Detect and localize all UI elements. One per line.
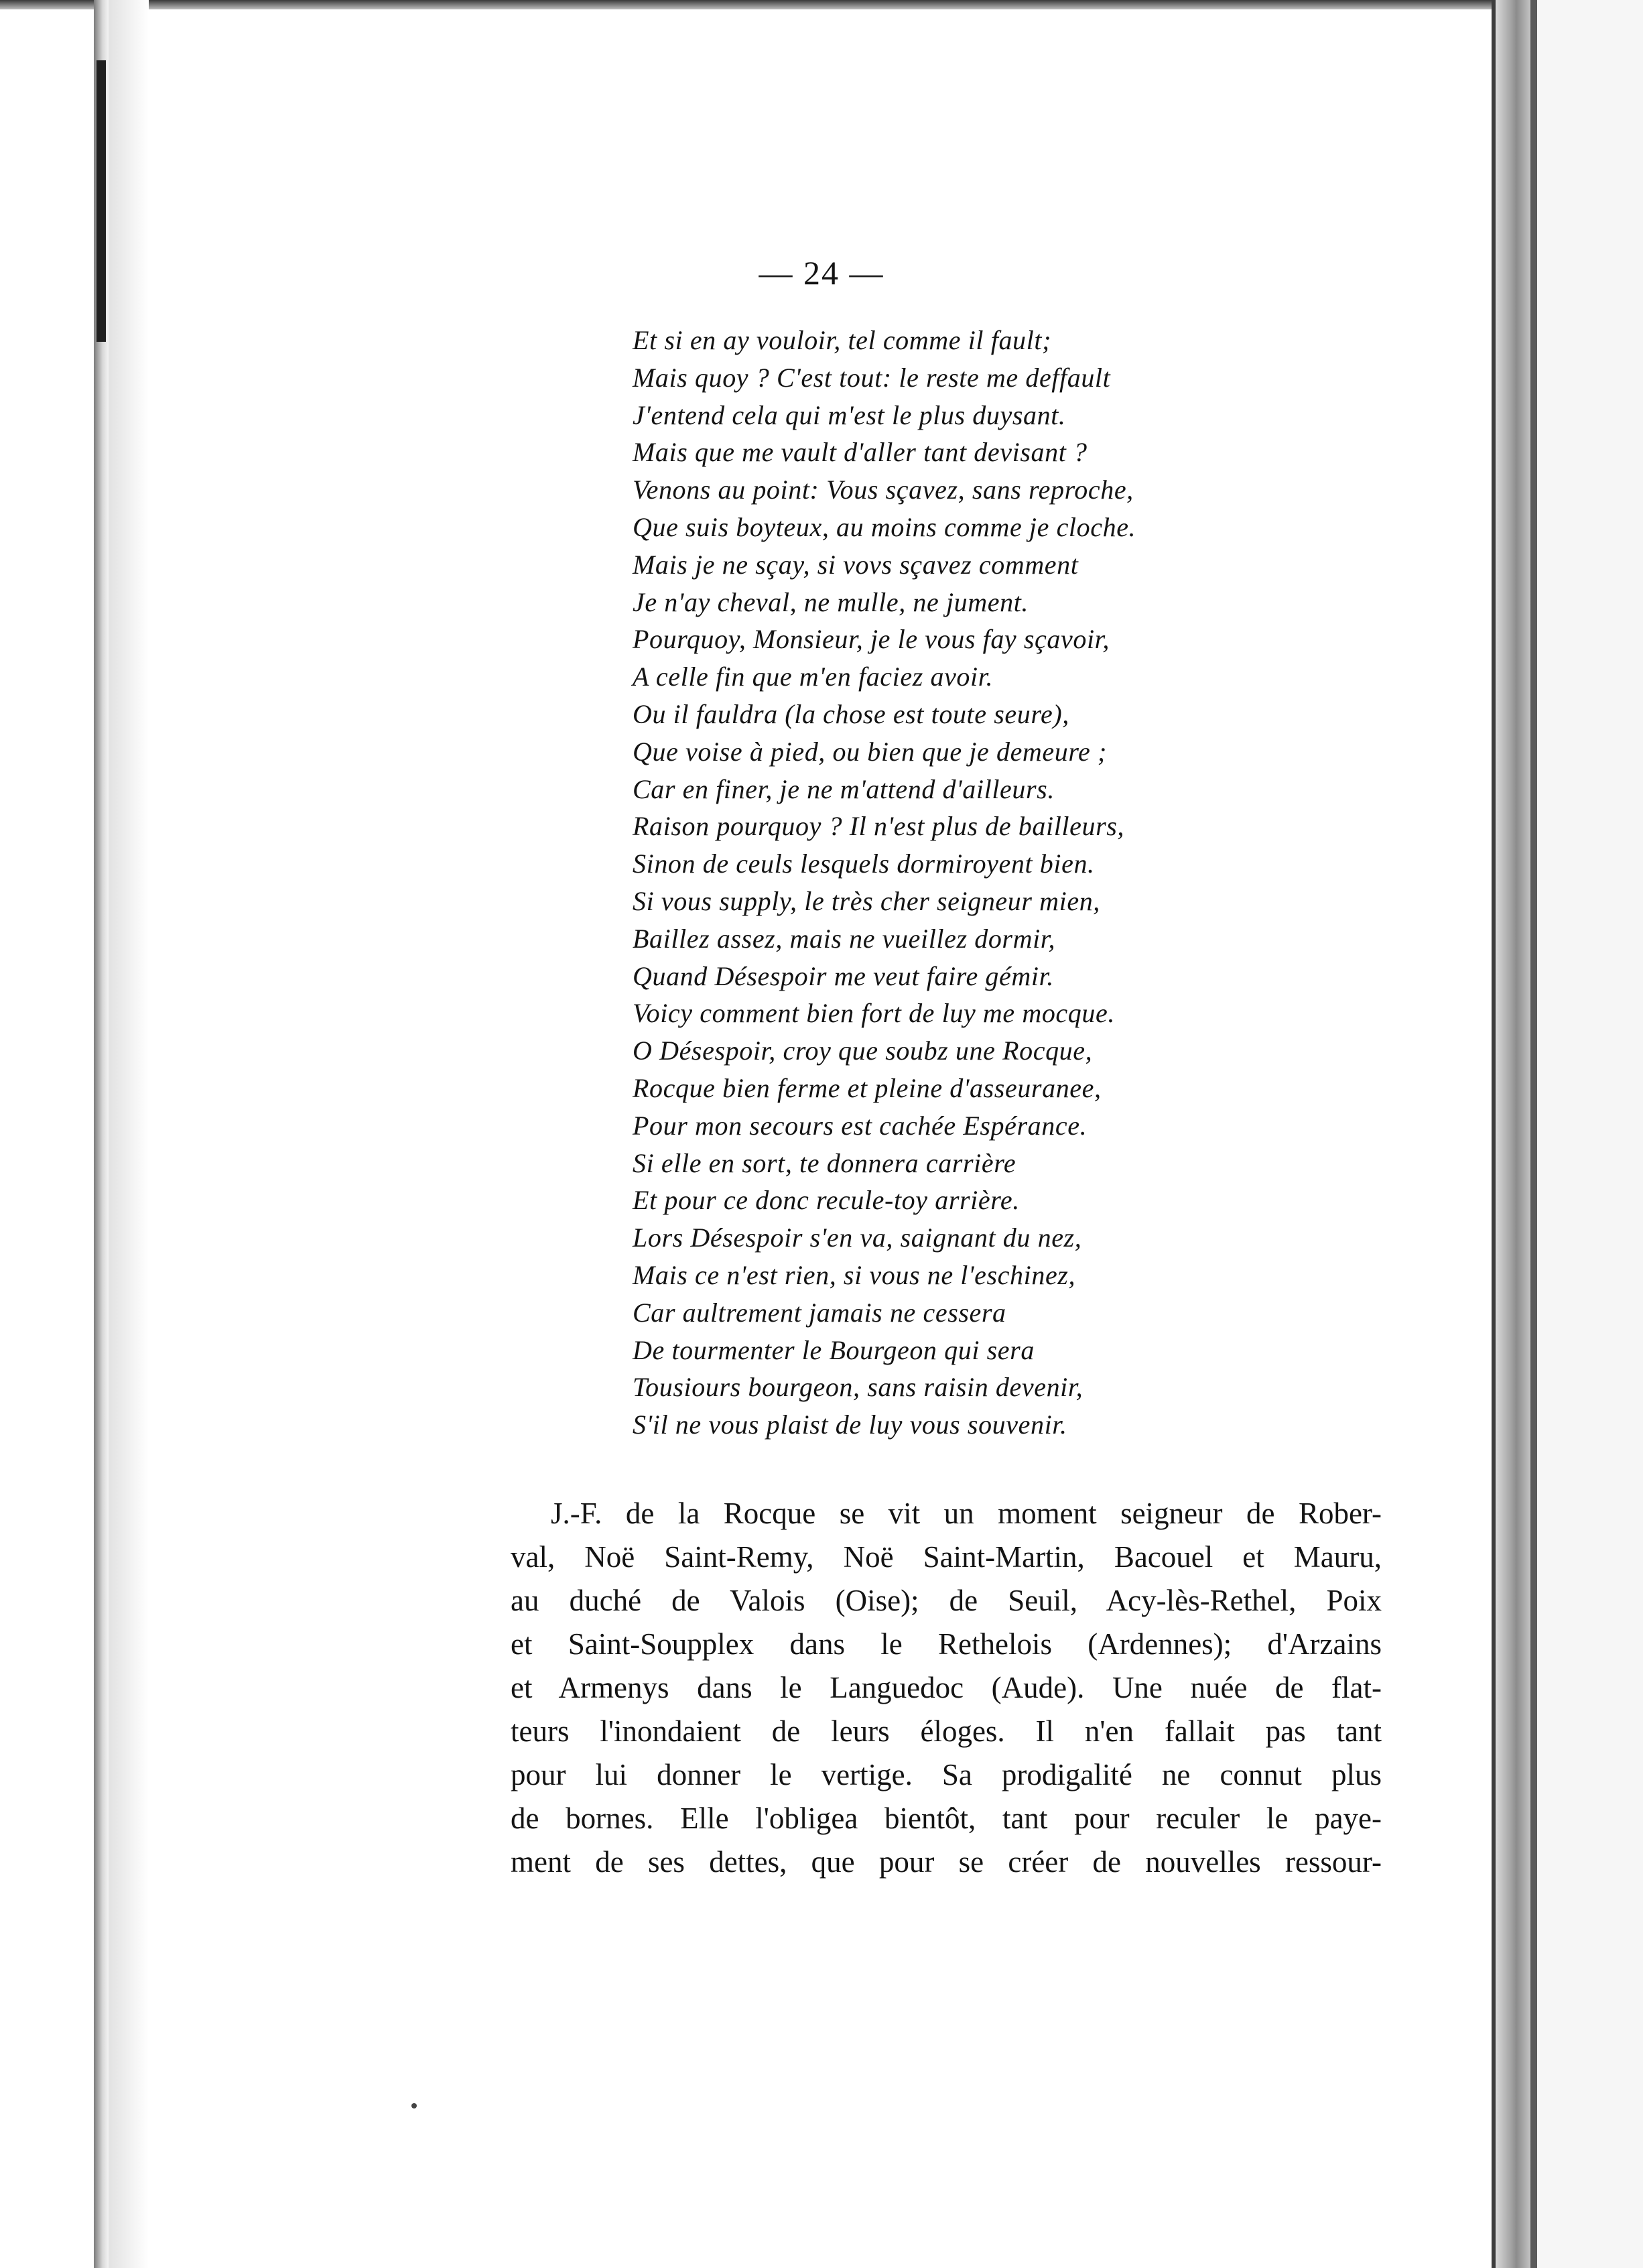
next-page-sliver — [1530, 0, 1643, 2268]
poem-line: Mais ce n'est rien, si vous ne l'eschinez, — [633, 1259, 1076, 1290]
poem-line: Car aultrement jamais ne cessera — [633, 1297, 1006, 1328]
poem-line: Voicy comment bien fort de luy me mocque. — [633, 998, 1115, 1029]
poem-line: Pourquoy, Monsieur, je le vous fay sçavoir, — [633, 624, 1110, 655]
poem-line: Si elle en sort, te donnera carrière — [633, 1147, 1016, 1178]
prose-line: et Saint-Soupplex dans le Rethelois (Ardennes); d'Arzains — [511, 1627, 1382, 1661]
poem-line: Quand Désespoir me veut faire gémir. — [633, 960, 1054, 991]
poem-line: Lors Désespoir s'en va, saignant du nez, — [633, 1222, 1082, 1253]
page-number: — 24 — — [759, 254, 884, 292]
poem-line: De tourmenter le Bourgeon qui sera — [633, 1334, 1035, 1365]
prose-line: teurs l'inondaient de leurs éloges. Il n'en fallait pas tant — [511, 1714, 1382, 1748]
poem-line: Venons au point: Vous sçavez, sans reproche, — [633, 475, 1134, 505]
prose-line: ment de ses dettes, que pour se créer de nouvelles ressour- — [511, 1845, 1382, 1879]
poem-line: Pour mon secours est cachée Espérance. — [633, 1110, 1088, 1141]
poem-line: Rocque bien ferme et pleine d'asseuranee, — [633, 1072, 1102, 1103]
poem-line: S'il ne vous plaist de luy vous souvenir. — [633, 1409, 1067, 1440]
prose-line: et Armenys dans le Languedoc (Aude). Une nuée de flat- — [511, 1671, 1382, 1704]
poem-line: Si vous supply, le très cher seigneur mien, — [633, 885, 1100, 916]
poem-line: Je n'ay cheval, ne mulle, ne jument. — [633, 586, 1029, 617]
poem-line: Mais je ne sçay, si vovs sçavez comment — [633, 549, 1079, 580]
poem-line: Car en finer, je ne m'attend d'ailleurs. — [633, 773, 1055, 804]
poem-line: J'entend cela qui m'est le plus duysant. — [633, 399, 1066, 430]
poem-line: Tousiours bourgeon, sans raisin devenir, — [633, 1372, 1083, 1403]
prose-line: pour lui donner le vertige. Sa prodigalité ne connut plus — [511, 1758, 1382, 1791]
page-gutter-shadow — [109, 0, 149, 2268]
poem-block — [633, 322, 1303, 1444]
scan-speck — [411, 2103, 417, 2108]
poem-line: Et pour ce donc recule-toy arrière. — [633, 1185, 1020, 1216]
poem-line: Mais quoy ? C'est tout: le reste me deffault — [633, 362, 1111, 393]
poem-line: A celle fin que m'en faciez avoir. — [633, 662, 994, 692]
prose-line: de bornes. Elle l'obligea bientôt, tant pour reculer le paye- — [511, 1802, 1382, 1835]
poem-line: Ou il fauldra (la chose est toute seure), — [633, 698, 1069, 729]
poem-line: Raison pourquoy ? Il n'est plus de bailleurs, — [633, 811, 1125, 842]
page-right-edge — [1496, 0, 1530, 2268]
prose-line: val, Noë Saint-Remy, Noë Saint-Martin, Bacouel et Mauru, — [511, 1540, 1382, 1574]
poem-line: Et si en ay vouloir, tel comme il fault; — [633, 325, 1051, 355]
poem-line: Que suis boyteux, au moins comme je cloche. — [633, 511, 1136, 542]
poem-line: Baillez assez, mais ne vueillez dormir, — [633, 923, 1056, 954]
scan-top-edge — [0, 0, 1643, 9]
binding-mark — [96, 60, 106, 342]
poem-line: O Désespoir, croy que soubz une Rocque, — [633, 1035, 1093, 1066]
poem-line: Mais que me vault d'aller tant devisant ? — [633, 437, 1088, 468]
poem-line: Que voise à pied, ou bien que je demeure ; — [633, 736, 1107, 767]
prose-line: J.-F. de la Rocque se vit un moment seigneur de Rober- — [551, 1497, 1382, 1530]
next-page-edge — [1530, 0, 1537, 2268]
prose-line: au duché de Valois (Oise); de Seuil, Acy-lès-Rethel, Poix — [511, 1584, 1382, 1617]
poem-line: Sinon de ceuls lesquels dormiroyent bien. — [633, 848, 1095, 879]
prose-paragraph — [511, 1492, 1382, 1884]
